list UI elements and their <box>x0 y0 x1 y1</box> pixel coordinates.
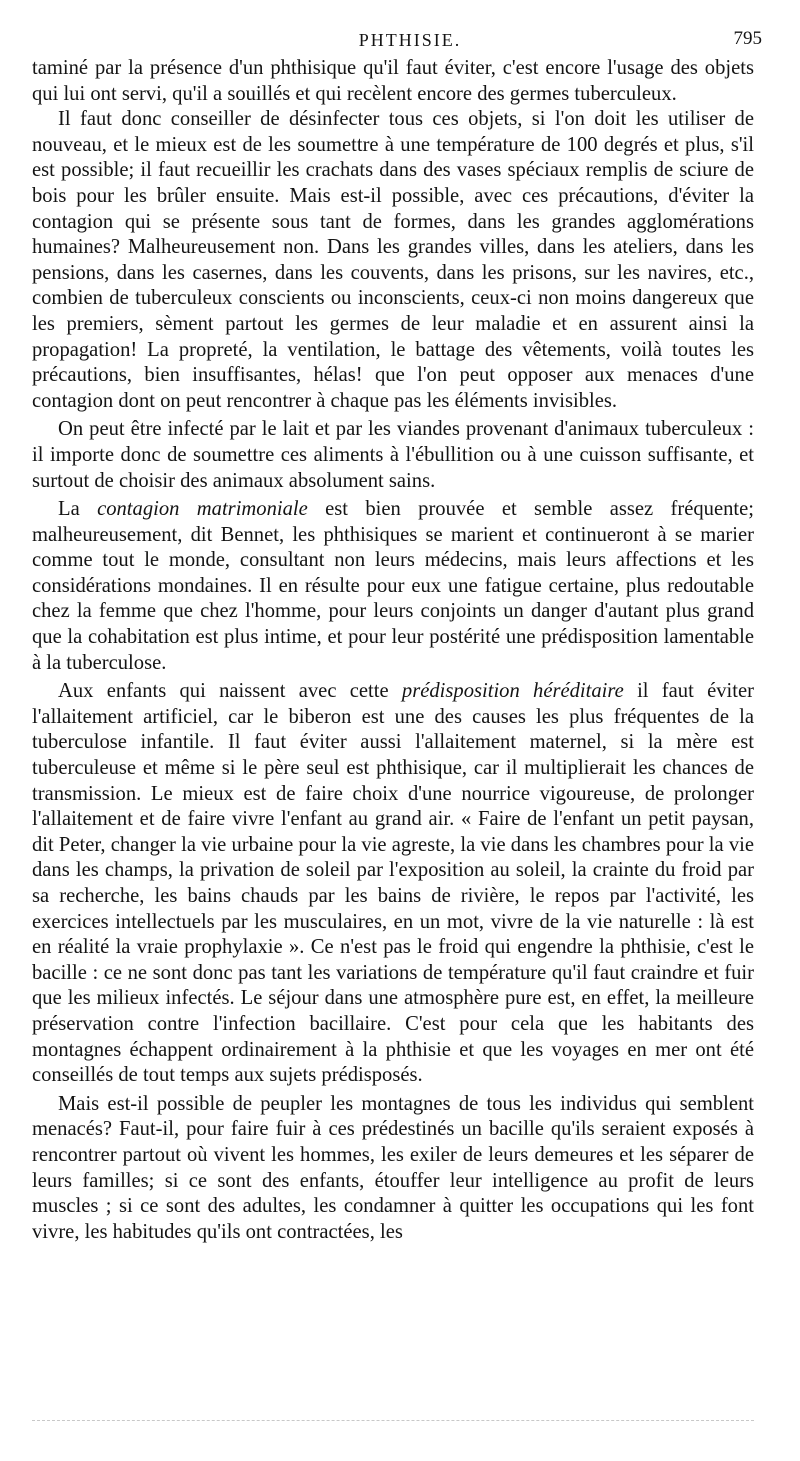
paragraph-text: On peut être infecté par le lait et par les viandes provenant d'animaux tuberculeux : il importe donc de soumettre ces aliments à l'ébullition ou à une cuisson suffisante, et surtout de choisir des animaux absolument sains. <box>32 418 754 492</box>
paragraph-text: Mais est-il possible de peupler les montagnes de tous les individus qui semblent menacés? Faut-il, pour faire fuir à ces prédestinés un bacille qu'ils seraient exposés à rencontrer partout où vivent les hommes, les exiler de leurs demeures et les séparer de leurs familles; si ce sont des enfants, étouffer leur intelligence au profit de leurs muscles ; si ce sont des adultes, les condamner à quitter les occupations qui les font vivre, les habitudes qu'ils ont contractées, les <box>32 1092 754 1243</box>
paragraph-text: est bien prouvée et semble assez fréquente; malheureusement, dit Bennet, les phthisiques se marient et continueront à se marier comme tout le monde, consultant non leurs médecins, mais leurs affections et les considérations mondaines. Il en résulte pour eux une fatigue certaine, plus redoutable chez la femme que chez l'homme, pour leurs conjoints un danger d'autant plus grand que la cohabitation est plus intime, et pour leur postérité une prédisposition lamentable à la tuberculose. <box>32 498 754 674</box>
paragraph-text: il faut éviter l'allaitement artificiel, car le biberon est une des causes les plus fréquentes de la tuberculose infantile. Il faut éviter aussi l'allaitement maternel, si la mère est tuberculeuse et même si le père seul est phthisique, car il multiplierait les chances de transmission. Le mieux est de faire choix d'une nourrice vigoureuse, de prolonger l'allaitement et de faire vivre l'enfant au grand air. « Faire de l'enfant un petit paysan, dit Peter, changer la vie urbaine pour la vie agreste, la vie dans les chambres pour la vie dans les champs, la privation de soleil par l'exposition au soleil, la crainte du froid par sa recherche, les bains chauds par les bains de rivière, le repos par l'activité, les exercices intellectuels par les musculaires, en un mot, vivre de la vie naturelle : là est en réalité la vraie prophylaxie ». Ce n'est pas le froid qui engendre la phthisie, c'est le bacille : ce ne sont donc pas tant les variations de température qu'il faut craindre et fuir que les milieux infectés. Le séjour dans une atmosphère pure est, en effet, la meilleure préservation contre l'infection bacillaire. C'est pour cela que les habitants des montagnes échappent ordinairement à la phthisie et que les voyages en mer ont été conseillés de tout temps aux sujets prédisposés. <box>32 680 754 1087</box>
paragraph-disinfection <box>32 107 754 414</box>
paragraph-lead: La <box>58 498 98 521</box>
paragraph-emphasis: contagion matrimoniale <box>97 498 308 521</box>
running-head <box>32 26 762 56</box>
paragraph-mountains <box>32 1092 754 1246</box>
paragraph-text: taminé par la présence d'un phthisique qu'il faut éviter, c'est encore l'usage des objets qui lui ont servi, qu'il a souillés et qui recèlent encore des germes tuberculeux. <box>32 57 754 105</box>
paragraph-emphasis: prédisposition héréditaire <box>401 680 624 703</box>
body-text <box>32 56 754 1245</box>
paragraph-hereditary <box>32 679 754 1089</box>
running-title: PHTHISIE. <box>358 30 462 50</box>
page-number: 795 <box>733 28 762 49</box>
paragraph-food <box>32 417 754 494</box>
paragraph-text: Il faut donc conseiller de désinfecter tous ces objets, si l'on doit les utiliser de nouveau, et le mieux est de les soumettre à une température de 100 degrés et plus, s'il est possible; il faut recueillir les crachats dans des vases spéciaux remplis de sciure de bois pour les brûler ensuite. Mais est-il possible, avec ces précautions, d'éviter la contagion qui se présente sous tant de formes, dans les grandes agglomérations humaines? Malheureusement non. Dans les grandes villes, dans les ateliers, dans les pensions, dans les casernes, dans les couvents, dans les prisons, sur les navires, etc., combien de tuberculeux conscients ou inconscients, ceux-ci non moins dangereux que les premiers, sèment partout les germes de leur maladie et en assurent ainsi la propagation! La propreté, la ventilation, le battage des vêtements, voilà toutes les précautions, bien insuffisantes, hélas! que l'on peut opposer aux menaces d'une contagion dont on peut rencontrer à chaque pas les éléments invisibles. <box>32 108 754 412</box>
paragraph-lead: Aux enfants qui naissent avec cette <box>58 680 402 703</box>
paragraph-matrimonial <box>32 497 754 676</box>
footer-rule <box>32 1420 754 1421</box>
paragraph-continued <box>32 56 754 107</box>
